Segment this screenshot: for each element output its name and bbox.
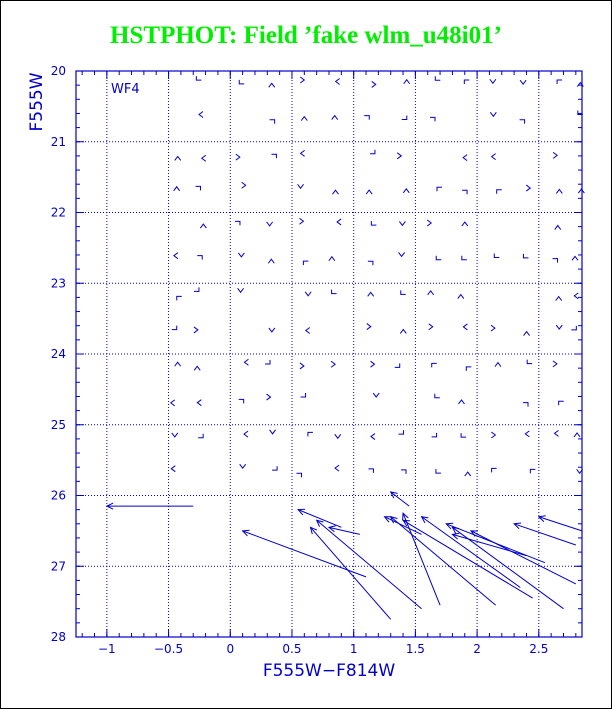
arrow-marker [371, 434, 375, 440]
arrow-marker [296, 473, 301, 477]
arrow-marker [177, 296, 182, 300]
x-tick-label: −0.5 [153, 642, 184, 656]
arrow-marker [174, 187, 180, 191]
displacement-vector [514, 524, 576, 545]
arrow-marker [194, 327, 198, 333]
arrow-marker [364, 116, 369, 120]
y-tick-label: 20 [50, 64, 66, 78]
arrow-marker [238, 288, 244, 292]
arrow-marker [303, 261, 308, 265]
arrow-marker [175, 156, 181, 160]
y-tick-label: 21 [50, 134, 66, 149]
arrow-marker [490, 112, 496, 116]
arrow-marker [458, 400, 464, 404]
arrow-marker [395, 363, 400, 367]
displacement-vector [539, 517, 582, 531]
arrow-marker [435, 76, 440, 80]
arrow-marker [202, 155, 206, 161]
arrow-marker [198, 434, 203, 438]
arrow-marker [300, 363, 304, 369]
displacement-vector [391, 517, 496, 605]
arrow-marker [403, 189, 409, 193]
arrow-marker [335, 434, 341, 438]
arrow-marker [373, 393, 379, 397]
arrow-marker [557, 80, 562, 84]
y-tick-label: 26 [50, 488, 66, 503]
arrow-marker [571, 326, 576, 330]
arrow-marker [267, 222, 273, 226]
arrow-marker [306, 327, 310, 333]
arrow-marker [298, 184, 304, 188]
arrow-marker [270, 120, 275, 124]
arrow-marker [272, 466, 277, 470]
arrow-marker [200, 224, 206, 228]
arrow-marker [428, 291, 434, 295]
y-tick-label: 22 [50, 205, 66, 220]
arrow-marker [367, 324, 371, 330]
arrow-marker [268, 259, 274, 263]
arrow-marker [368, 292, 374, 296]
arrow-marker [197, 400, 201, 406]
displacement-vector [391, 492, 410, 506]
arrow-marker [435, 394, 440, 398]
arrow-marker [172, 326, 177, 330]
arrow-marker [578, 189, 584, 193]
arrow-marker [308, 432, 313, 436]
arrow-marker [574, 433, 580, 437]
y-tick-label: 27 [50, 559, 66, 574]
arrow-marker [242, 182, 246, 188]
arrow-marker [397, 153, 401, 159]
arrow-marker [368, 469, 373, 473]
arrow-marker [404, 80, 410, 84]
arrow-marker [399, 221, 405, 225]
arrow-marker [458, 295, 464, 299]
arrow-marker [265, 360, 270, 364]
displacement-vector [310, 527, 390, 619]
arrow-marker [463, 155, 467, 161]
x-tick-label: 0 [226, 642, 235, 656]
arrow-marker [337, 219, 341, 225]
arrow-marker [174, 253, 178, 259]
arrow-marker [556, 297, 562, 301]
arrow-marker [436, 256, 441, 260]
arrow-marker [497, 190, 502, 194]
arrow-marker [197, 256, 202, 260]
y-tick-label: 23 [50, 276, 66, 291]
arrow-marker [427, 220, 431, 226]
arrow-marker [402, 116, 407, 120]
arrow-marker [370, 361, 374, 367]
arrow-marker [267, 394, 271, 400]
arrow-marker [520, 80, 526, 84]
arrow-marker [465, 472, 471, 476]
arrow-marker [523, 403, 528, 407]
x-axis-title: F555W−F814W [262, 661, 396, 681]
arrow-marker [331, 361, 335, 367]
arrow-marker [238, 253, 244, 257]
arrow-marker [490, 79, 496, 83]
arrow-marker [436, 469, 441, 473]
arrow-marker [269, 328, 275, 332]
arrow-marker [336, 79, 340, 85]
arrow-marker [559, 401, 564, 405]
chart-title: HSTPHOT: Field ’fake wlm_u48i01’ [110, 22, 502, 49]
arrow-marker [523, 254, 528, 258]
arrow-marker [244, 359, 248, 365]
displacement-vector [403, 513, 440, 605]
x-tick-label: −1 [98, 642, 116, 656]
arrow-marker [437, 187, 442, 191]
y-tick-label: 24 [50, 347, 66, 361]
arrow-marker [332, 190, 338, 194]
arrow-marker [172, 433, 178, 437]
arrow-marker [399, 252, 405, 256]
arrow-marker [462, 256, 467, 260]
arrow-marker [555, 226, 561, 230]
arrow-marker [527, 360, 532, 364]
arrow-marker [492, 468, 497, 472]
arrow-marker [495, 363, 501, 367]
arrow-marker [171, 466, 175, 472]
arrow-marker [196, 76, 201, 80]
displacement-vector [452, 534, 526, 555]
arrow-marker [524, 332, 530, 336]
arrow-marker [329, 257, 335, 261]
arrow-marker [240, 464, 246, 468]
arrow-marker [370, 150, 375, 154]
arrow-marker [269, 83, 275, 87]
arrow-marker [300, 77, 304, 83]
x-tick-label: 1 [349, 642, 358, 656]
arrow-marker [371, 221, 376, 225]
arrow-marker [399, 430, 404, 434]
arrow-marker [194, 366, 200, 370]
arrow-marker [462, 190, 467, 194]
arrow-marker [492, 154, 496, 160]
arrow-marker [461, 433, 466, 437]
arrow-marker [366, 190, 372, 194]
x-tick-label: 1.5 [405, 642, 425, 656]
arrow-marker [463, 324, 467, 330]
arrow-marker [556, 189, 562, 193]
x-tick-label: 2.5 [529, 642, 549, 656]
arrow-marker [368, 261, 373, 265]
y-tick-label: 25 [50, 417, 66, 432]
arrow-marker [175, 362, 181, 366]
displacement-vector [422, 517, 521, 588]
arrow-marker [235, 221, 240, 225]
arrow-marker [400, 329, 406, 333]
arrow-marker [332, 290, 337, 294]
arrow-marker [301, 117, 307, 121]
arrow-marker [239, 399, 244, 403]
arrow-marker [553, 361, 557, 367]
arrow-marker [553, 259, 558, 263]
arrow-marker [271, 154, 276, 158]
arrow-marker [299, 218, 303, 224]
arrow-marker [432, 433, 437, 437]
arrow-marker [244, 431, 248, 437]
arrow-marker [401, 470, 406, 474]
arrow-marker [530, 469, 535, 473]
x-tick-label: 2 [473, 642, 481, 656]
chip-annotation: WF4 [111, 82, 140, 97]
arrow-marker [556, 325, 562, 329]
arrow-marker [553, 152, 557, 158]
arrow-marker [194, 287, 199, 291]
arrow-marker [199, 112, 203, 118]
arrow-marker [574, 293, 578, 299]
arrow-marker [171, 400, 175, 406]
arrow-marker [572, 256, 578, 260]
arrow-marker [332, 116, 338, 120]
y-tick-label: 28 [50, 630, 66, 644]
arrow-marker [466, 367, 471, 371]
arrow-marker [429, 324, 433, 330]
arrow-marker [491, 432, 495, 438]
displacement-vector [298, 510, 341, 528]
arrow-marker [270, 430, 276, 434]
arrow-marker [239, 80, 244, 84]
arrow-marker [305, 292, 311, 296]
arrow-marker [462, 222, 468, 226]
x-tick-label: 0.5 [282, 642, 302, 656]
arrow-marker [491, 325, 495, 331]
arrow-marker [525, 431, 529, 437]
arrow-marker [372, 81, 376, 87]
arrow-marker [236, 154, 240, 160]
arrow-marker [464, 80, 469, 84]
displacement-vector [471, 531, 576, 584]
arrow-marker [301, 393, 306, 397]
arrow-marker [301, 150, 305, 156]
arrow-marker [526, 185, 530, 191]
arrow-marker [432, 363, 437, 367]
arrow-marker [335, 465, 339, 471]
arrow-marker [494, 254, 499, 258]
arrow-marker [430, 117, 435, 121]
arrow-marker [196, 186, 201, 190]
arrow-marker [401, 290, 406, 294]
arrow-marker [555, 430, 559, 436]
arrow-marker [520, 120, 525, 124]
y-axis-title: F555W [27, 72, 47, 132]
